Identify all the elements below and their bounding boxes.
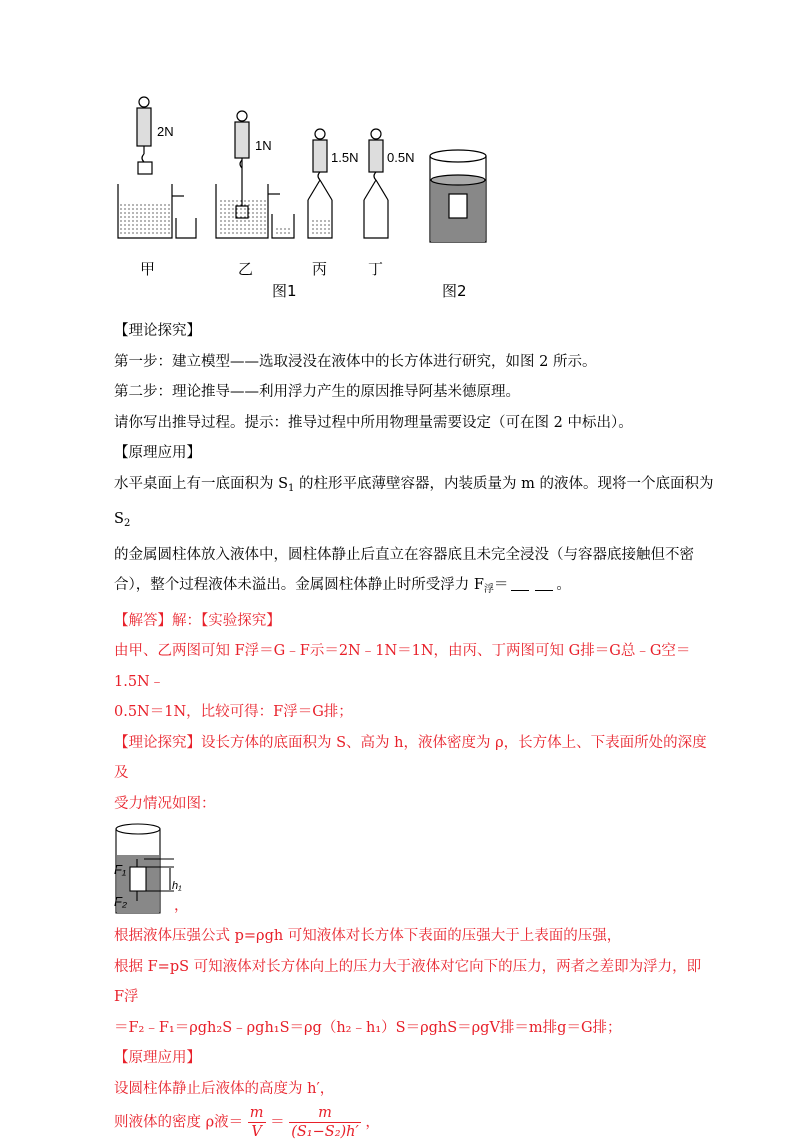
f1-label: F₁ (114, 862, 127, 877)
jia-reading: 2N (157, 124, 174, 139)
force-diagram-svg (114, 821, 204, 917)
experiment-illustration (100, 88, 520, 303)
theory-heading: 【理论探究】 (114, 323, 201, 339)
fraction-m-over-v: $\frac{m}{V}$ (249, 1105, 264, 1140)
figure-1-and-2 (100, 88, 520, 303)
theory-answer-1: 【理论探究】设长方体的底面积为 S、高为 h，液体密度为 ρ，长方体上、下表面所处的深度及 (114, 734, 707, 781)
apply-line-2: 的金属圆柱体放入液体中，圆柱体静止后直立在容器底且未完全浸没（与容器底接触但不密 (114, 546, 694, 563)
theory-answer-2: 受力情况如图： (114, 795, 216, 812)
pressure-line-1: 根据液体压强公式 p=ρgh 可知液体对长方体下表面的压强大于上表面的压强， (114, 928, 622, 944)
step-one: 第一步：建立模型——选取浸没在液体中的长方体进行研究，如图 2 所示。 (114, 353, 597, 370)
request: 请你写出推导过程。提示：推导过程中所用物理量需要设定（可在图 2 中标出）。 (114, 414, 633, 431)
pressure-line-3: ＝F₂﹣F₁＝ρgh₂S﹣ρgh₁S＝ρg（h₂﹣h₁）S＝ρghS＝ρgV排＝m排g＝G排； (114, 1019, 622, 1036)
answer-line-1: 由甲、乙两图可知 F浮＝G﹣F示＝2N﹣1N＝1N，由丙、丁两图可知 G排＝G总﹣G空＝1.5N﹣ (114, 643, 691, 690)
caption-fig1: 图1 (272, 282, 297, 300)
answer-blank-2 (535, 576, 553, 591)
caption-jia: 甲 (140, 260, 156, 278)
document-body (114, 316, 714, 1141)
apply-line-3: 合），整个过程液体未溢出。金属圆柱体静止时所受浮力 $F_浮=$ 。 (114, 577, 571, 595)
caption-bing: 丙 (312, 260, 328, 278)
apply-answer-1: 设圆柱体静止后液体的高度为 h′， (114, 1080, 335, 1097)
caption-ding: 丁 (368, 260, 384, 278)
pressure-line-2: 根据 F=pS 可知液体对长方体向上的压力大于液体对它向下的压力，两者之差即为浮力，即 F浮 (114, 958, 702, 1005)
answer-heading: 【解答】解：【实验探究】 (114, 612, 281, 629)
ding-reading: 0.5N (387, 150, 415, 165)
caption-yi: 乙 (238, 260, 254, 278)
bing-reading: 1.5N (331, 150, 359, 165)
apply-answer-heading: 【原理应用】 (114, 1050, 201, 1066)
apply-heading: 【原理应用】 (114, 445, 201, 461)
yi-reading: 1N (255, 138, 272, 153)
fraction-density: $\frac{m}{\text{(S₁−S₂)h′}}$ (291, 1105, 359, 1140)
answer-line-2: 0.5N＝1N，比较可得：F浮＝G排； (114, 704, 353, 720)
f2-label: F₂ (114, 894, 127, 909)
h1-label: h₁ (172, 880, 182, 892)
apply-answer-2: 则液体的密度 ρ液＝ $\frac{m}{V}$ ＝ $\frac{m}{\text{(S₁−S₂)h′}}$ ， (114, 1105, 380, 1140)
caption-fig2: 图2 (442, 282, 467, 300)
answer-blank (511, 576, 529, 591)
force-diagram (114, 821, 714, 921)
diagram-comma: ， (174, 898, 189, 914)
apply-line-1: 水平桌面上有一底面积为 $S_1$ 的柱形平底薄壁容器，内装质量为 m 的液体。现将一个底面积为 $S_2$ (114, 475, 714, 529)
step-two: 第二步：理论推导——利用浮力产生的原因推导阿基米德原理。 (114, 384, 520, 400)
